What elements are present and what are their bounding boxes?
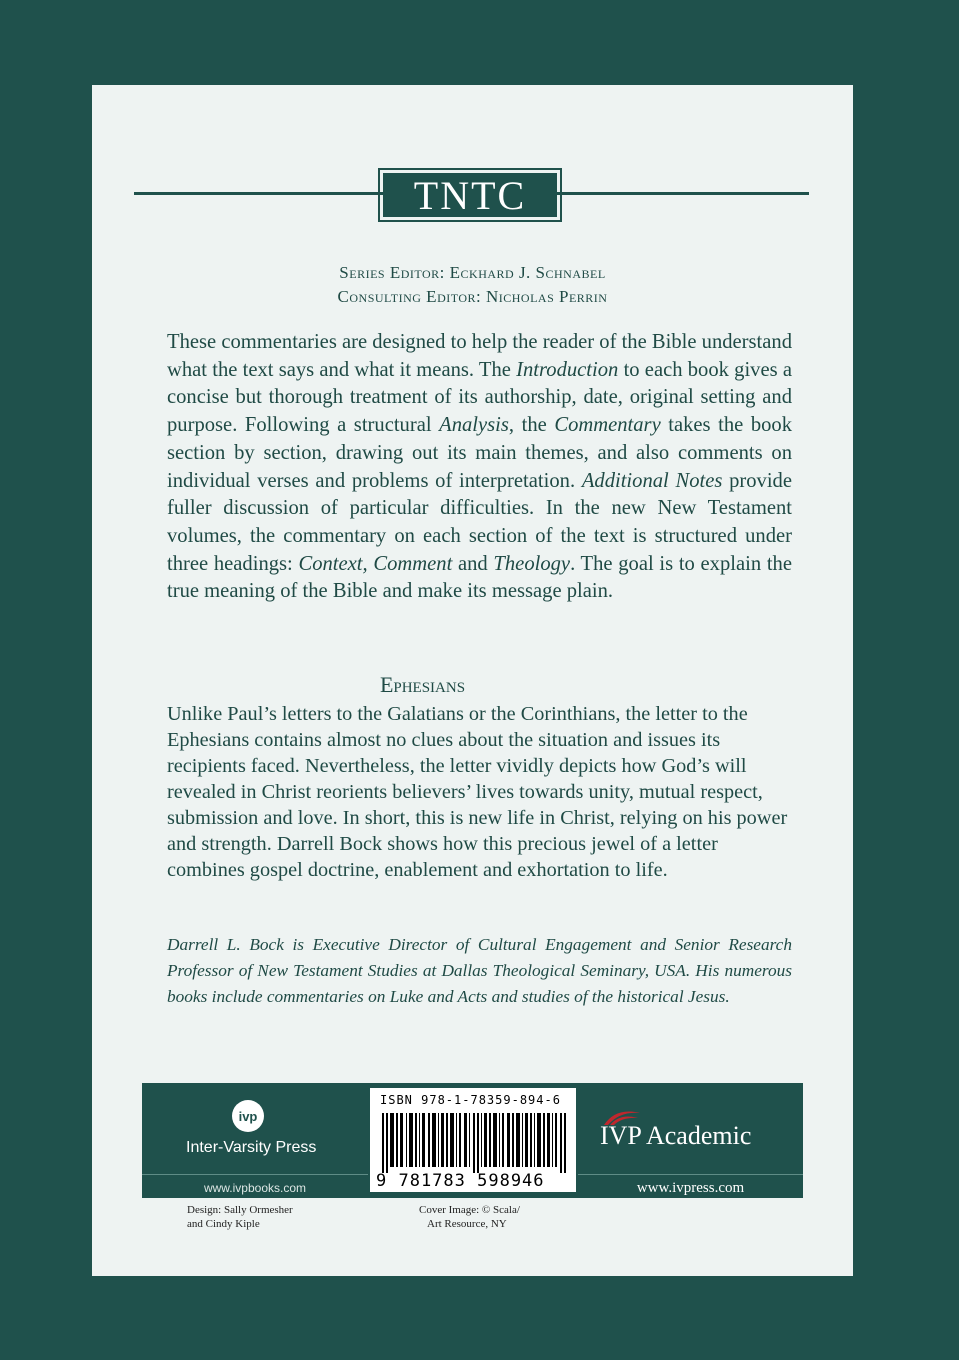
desc-italic: Context, Comment <box>298 552 453 575</box>
design-credit-line: Design: Sally Ormesher <box>187 1204 293 1216</box>
ivp-logo-icon: ivp <box>232 1100 264 1132</box>
publisher-url: www.ivpbooks.com <box>142 1174 368 1195</box>
author-bio: Darrell L. Bock is Executive Director of Cultural Engagement and Senior Research Professor of New Testament Studies at Dallas Theological Seminary, USA. His numerous books include commentaries on Luke and Acts and studies of the historical Jesus. <box>167 935 792 1006</box>
series-editor: Series Editor: Eckhard J. Schnabel <box>339 263 606 282</box>
book-title-heading: Ephesians <box>379 672 466 697</box>
series-description <box>167 329 792 606</box>
desc-text: and <box>452 552 494 575</box>
design-credit <box>187 1203 293 1231</box>
desc-italic: Commentary <box>554 414 661 437</box>
desc-text: provide fuller discussion of particular difficulties. In the new New Testament volumes, the commentary on each section of the text is structured under three headings: <box>167 469 792 575</box>
desc-text: takes the book section by section, drawing out its main themes, and also comments on individual verses and problems of interpretation. <box>167 414 793 492</box>
design-credit-line: and Cindy Kiple <box>187 1218 260 1230</box>
header-rule-right <box>543 192 809 195</box>
series-logo <box>378 168 562 222</box>
desc-text: . The goal is to explain the true meaning of the Bible and make its message plain. <box>167 552 792 603</box>
desc-text: These commentaries are designed to help the reader of the Bible understand what the text says and what it means. The <box>167 331 793 381</box>
academic-imprint-name: IVP Academic <box>600 1121 752 1150</box>
desc-italic: Additional Notes <box>581 469 723 492</box>
academic-url: www.ivpress.com <box>578 1174 803 1197</box>
barcode <box>368 1086 578 1194</box>
cover-image-credit <box>419 1203 520 1231</box>
barcode-number: 9 781783 598946 <box>376 1171 545 1191</box>
publisher-name: Inter-Varsity Press <box>186 1139 317 1156</box>
publisher-strip <box>142 1083 803 1198</box>
book-description: Unlike Paul’s letters to the Galatians or the Corinthians, the letter to the Ephesians contains almost no clues about the situation and issues its recipients faced. Nevertheless, the letter vividly depicts how God’s will revealed in Christ reorients believers’ lives towards unity, mutual respect, submission and love. In short, this is new life in Christ, relying on his power and strength. Darrell Bock shows how this precious jewel of a letter combines gospel doctrine, enablement and exhortation to life. <box>167 703 788 881</box>
series-logo-text: TNTC <box>383 173 557 217</box>
desc-italic: Introduction <box>516 358 619 381</box>
desc-text: , the <box>508 414 555 437</box>
consulting-editor: Consulting Editor: Nicholas Perrin <box>337 287 608 306</box>
cover-credit-line: Art Resource, NY <box>427 1218 507 1230</box>
desc-italic: Analysis <box>439 414 509 437</box>
isbn-text: ISBN 978-1-78359-894-6 <box>380 1093 561 1107</box>
desc-italic: Theology <box>493 552 571 575</box>
back-cover-panel <box>92 85 853 1276</box>
desc-text: to each book gives a concise but thorough treatment of its authorship, date, original setting and purpose. Following a structural <box>167 358 792 437</box>
cover-credit-line: Cover Image: © Scala/ <box>419 1204 520 1216</box>
barcode-bars <box>382 1113 568 1173</box>
